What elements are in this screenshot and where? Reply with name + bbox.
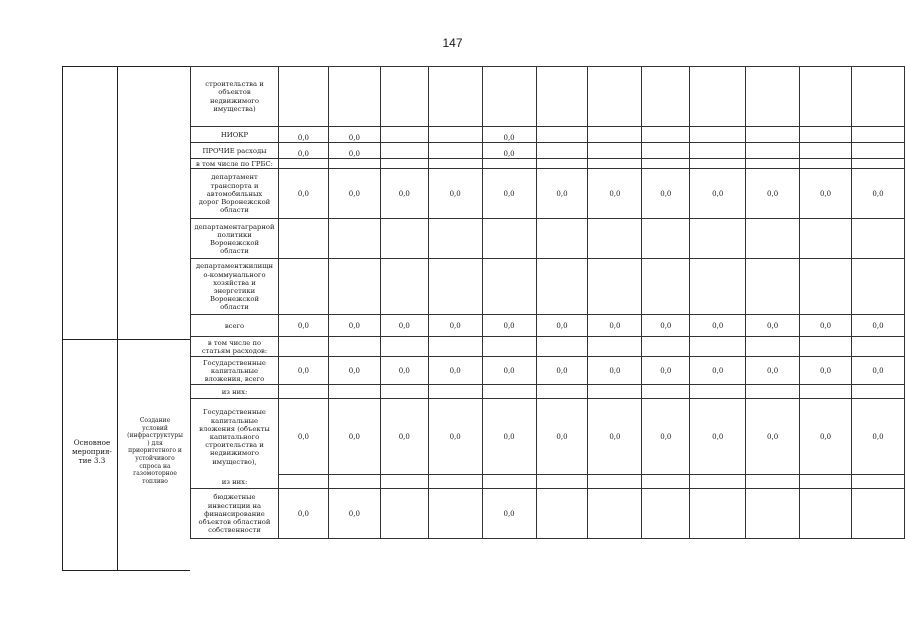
row-label: строительства и объектов недвижимого имущества)	[191, 67, 279, 127]
value-cell	[800, 159, 852, 169]
row-label: в том числе по статьям расходов:	[191, 337, 279, 357]
value-cell	[380, 475, 428, 489]
value-cell: 0,0	[380, 399, 428, 475]
value-cell	[428, 337, 482, 357]
table-row	[191, 127, 905, 143]
value-cell	[690, 337, 746, 357]
value-cell	[800, 259, 852, 315]
row-label: НИОКР	[191, 127, 279, 143]
value-cell	[380, 259, 428, 315]
value-cell: 0,0	[800, 399, 852, 475]
row-label: всего	[191, 315, 279, 337]
value-cell: 0,0	[642, 315, 690, 337]
value-cell	[536, 159, 588, 169]
value-cell	[746, 259, 800, 315]
value-cell	[536, 67, 588, 127]
value-cell	[690, 385, 746, 399]
value-cell	[690, 159, 746, 169]
value-cell: 0,0	[428, 399, 482, 475]
event-label: Основное мероприя- тие 3.3	[72, 438, 112, 465]
value-cell	[482, 219, 536, 259]
value-cell: 0,0	[536, 357, 588, 385]
value-cell	[851, 259, 904, 315]
value-cell	[278, 259, 328, 315]
value-cell: 0,0	[851, 399, 904, 475]
value-cell	[851, 127, 904, 143]
value-cell	[642, 143, 690, 159]
table-row	[191, 357, 905, 385]
budget-table	[190, 66, 905, 539]
value-cell	[482, 67, 536, 127]
value-cell	[746, 489, 800, 539]
value-cell	[536, 475, 588, 489]
value-cell	[746, 475, 800, 489]
value-cell: 0,0	[536, 169, 588, 219]
value-cell	[536, 337, 588, 357]
value-cell	[851, 385, 904, 399]
value-cell: 0,0	[482, 315, 536, 337]
value-cell: 0,0	[428, 169, 482, 219]
value-cell	[746, 385, 800, 399]
value-cell	[536, 219, 588, 259]
value-cell	[800, 67, 852, 127]
value-cell	[690, 127, 746, 143]
value-cell: 0,0	[536, 399, 588, 475]
value-cell: 0,0	[588, 169, 642, 219]
value-cell	[800, 143, 852, 159]
value-cell	[328, 159, 380, 169]
value-cell	[800, 337, 852, 357]
table-row	[191, 315, 905, 337]
value-cell	[851, 489, 904, 539]
value-cell	[588, 67, 642, 127]
value-cell	[746, 159, 800, 169]
value-cell	[642, 475, 690, 489]
table-row	[191, 169, 905, 219]
value-cell	[746, 337, 800, 357]
value-cell	[380, 489, 428, 539]
value-cell: 0,0	[328, 357, 380, 385]
value-cell	[536, 259, 588, 315]
value-cell	[800, 219, 852, 259]
value-cell	[851, 219, 904, 259]
row-label: из них:	[191, 475, 279, 489]
table-row	[191, 489, 905, 539]
value-cell: 0,0	[588, 399, 642, 475]
row-label: Государственные капитальные вложения (объекты капитального строительства и недвижимого имущество),	[191, 399, 279, 475]
value-cell	[588, 127, 642, 143]
value-cell	[428, 67, 482, 127]
value-cell	[536, 127, 588, 143]
value-cell	[380, 67, 428, 127]
value-cell	[690, 67, 746, 127]
value-cell	[328, 219, 380, 259]
value-cell: 0,0	[328, 489, 380, 539]
value-cell	[588, 475, 642, 489]
row-label: департаментжилищн о-коммунального хозяйства и энергетики Воронежской области	[191, 259, 279, 315]
value-cell	[482, 337, 536, 357]
value-cell	[278, 159, 328, 169]
event-description: Создание условий (инфраструктуры ) для приоритетного и устойчивого спроса на газомоторное топливо	[127, 417, 183, 485]
value-cell: 0,0	[588, 357, 642, 385]
value-cell	[746, 143, 800, 159]
value-cell	[428, 385, 482, 399]
table-row	[191, 159, 905, 169]
value-cell: 0,0	[851, 169, 904, 219]
value-cell	[642, 385, 690, 399]
value-cell	[380, 159, 428, 169]
value-cell: 0,0	[482, 357, 536, 385]
row-label: бюджетные инвестиции на финансирование объектов областной собственности	[191, 489, 279, 539]
value-cell: 0,0	[482, 399, 536, 475]
value-cell	[642, 219, 690, 259]
table-row	[191, 143, 905, 159]
value-cell	[328, 337, 380, 357]
value-cell: 0,0	[482, 143, 536, 159]
value-cell	[588, 219, 642, 259]
value-cell	[428, 143, 482, 159]
value-cell: 0,0	[278, 143, 328, 159]
value-cell	[278, 475, 328, 489]
value-cell: 0,0	[642, 357, 690, 385]
value-cell	[428, 259, 482, 315]
value-cell	[380, 127, 428, 143]
value-cell	[800, 127, 852, 143]
row-label: департамент транспорта и автомобильных дорог Воронежской области	[191, 169, 279, 219]
value-cell	[536, 489, 588, 539]
value-cell	[588, 489, 642, 539]
value-cell	[588, 143, 642, 159]
value-cell	[278, 67, 328, 127]
value-cell: 0,0	[328, 127, 380, 143]
value-cell	[642, 259, 690, 315]
value-cell	[588, 159, 642, 169]
row-label: департаментаграрной политики Воронежской области	[191, 219, 279, 259]
value-cell	[800, 475, 852, 489]
value-cell: 0,0	[800, 315, 852, 337]
value-cell	[278, 385, 328, 399]
value-cell: 0,0	[642, 169, 690, 219]
value-cell	[328, 475, 380, 489]
value-cell	[428, 489, 482, 539]
table-row	[191, 337, 905, 357]
value-cell: 0,0	[278, 315, 328, 337]
value-cell	[690, 475, 746, 489]
column-divider	[117, 67, 118, 570]
value-cell	[380, 385, 428, 399]
value-cell: 0,0	[328, 169, 380, 219]
value-cell: 0,0	[588, 315, 642, 337]
value-cell	[690, 489, 746, 539]
value-cell: 0,0	[746, 169, 800, 219]
value-cell: 0,0	[746, 315, 800, 337]
value-cell	[800, 385, 852, 399]
value-cell	[588, 337, 642, 357]
value-cell: 0,0	[482, 127, 536, 143]
value-cell	[328, 67, 380, 127]
value-cell	[690, 219, 746, 259]
value-cell: 0,0	[278, 169, 328, 219]
value-cell	[800, 489, 852, 539]
value-cell: 0,0	[536, 315, 588, 337]
table-row	[191, 67, 905, 127]
value-cell: 0,0	[690, 315, 746, 337]
value-cell: 0,0	[278, 357, 328, 385]
value-cell	[851, 143, 904, 159]
value-cell	[746, 67, 800, 127]
value-cell: 0,0	[482, 169, 536, 219]
value-cell	[588, 259, 642, 315]
value-cell: 0,0	[851, 315, 904, 337]
value-cell	[746, 219, 800, 259]
row-divider	[63, 339, 190, 340]
table-row	[191, 399, 905, 475]
value-cell	[328, 259, 380, 315]
value-cell	[428, 159, 482, 169]
value-cell: 0,0	[746, 399, 800, 475]
value-cell	[642, 67, 690, 127]
page-number: 147	[442, 36, 463, 50]
row-label: в том числе по ГРБС:	[191, 159, 279, 169]
row-label: Государственные капитальные вложения, всего	[191, 357, 279, 385]
value-cell	[380, 143, 428, 159]
table-row	[191, 219, 905, 259]
value-cell: 0,0	[428, 315, 482, 337]
value-cell: 0,0	[278, 399, 328, 475]
table-row	[191, 385, 905, 399]
value-cell	[851, 67, 904, 127]
value-cell	[428, 475, 482, 489]
value-cell: 0,0	[380, 169, 428, 219]
value-cell	[642, 337, 690, 357]
value-cell	[851, 159, 904, 169]
value-cell	[851, 337, 904, 357]
value-cell	[278, 337, 328, 357]
value-cell	[588, 385, 642, 399]
value-cell: 0,0	[328, 399, 380, 475]
row-label: из них:	[191, 385, 279, 399]
left-columns-frame	[62, 66, 190, 571]
value-cell: 0,0	[428, 357, 482, 385]
value-cell	[536, 143, 588, 159]
value-cell: 0,0	[278, 127, 328, 143]
value-cell	[482, 475, 536, 489]
value-cell: 0,0	[746, 357, 800, 385]
value-cell	[536, 385, 588, 399]
value-cell	[746, 127, 800, 143]
value-cell	[642, 489, 690, 539]
value-cell	[642, 159, 690, 169]
value-cell: 0,0	[380, 315, 428, 337]
value-cell: 0,0	[690, 399, 746, 475]
table-row	[191, 259, 905, 315]
value-cell	[428, 219, 482, 259]
value-cell	[690, 259, 746, 315]
value-cell: 0,0	[690, 357, 746, 385]
value-cell	[642, 127, 690, 143]
value-cell: 0,0	[851, 357, 904, 385]
value-cell	[851, 475, 904, 489]
value-cell: 0,0	[800, 357, 852, 385]
value-cell: 0,0	[800, 169, 852, 219]
value-cell: 0,0	[690, 169, 746, 219]
value-cell: 0,0	[380, 357, 428, 385]
value-cell	[482, 385, 536, 399]
value-cell	[690, 143, 746, 159]
value-cell	[428, 127, 482, 143]
value-cell	[482, 259, 536, 315]
row-label: ПРОЧИЕ расходы	[191, 143, 279, 159]
value-cell	[278, 219, 328, 259]
value-cell: 0,0	[278, 489, 328, 539]
value-cell	[380, 337, 428, 357]
value-cell: 0,0	[328, 143, 380, 159]
value-cell: 0,0	[642, 399, 690, 475]
value-cell: 0,0	[482, 489, 536, 539]
value-cell	[380, 219, 428, 259]
table-row	[191, 475, 905, 489]
value-cell	[482, 159, 536, 169]
value-cell: 0,0	[328, 315, 380, 337]
value-cell	[328, 385, 380, 399]
